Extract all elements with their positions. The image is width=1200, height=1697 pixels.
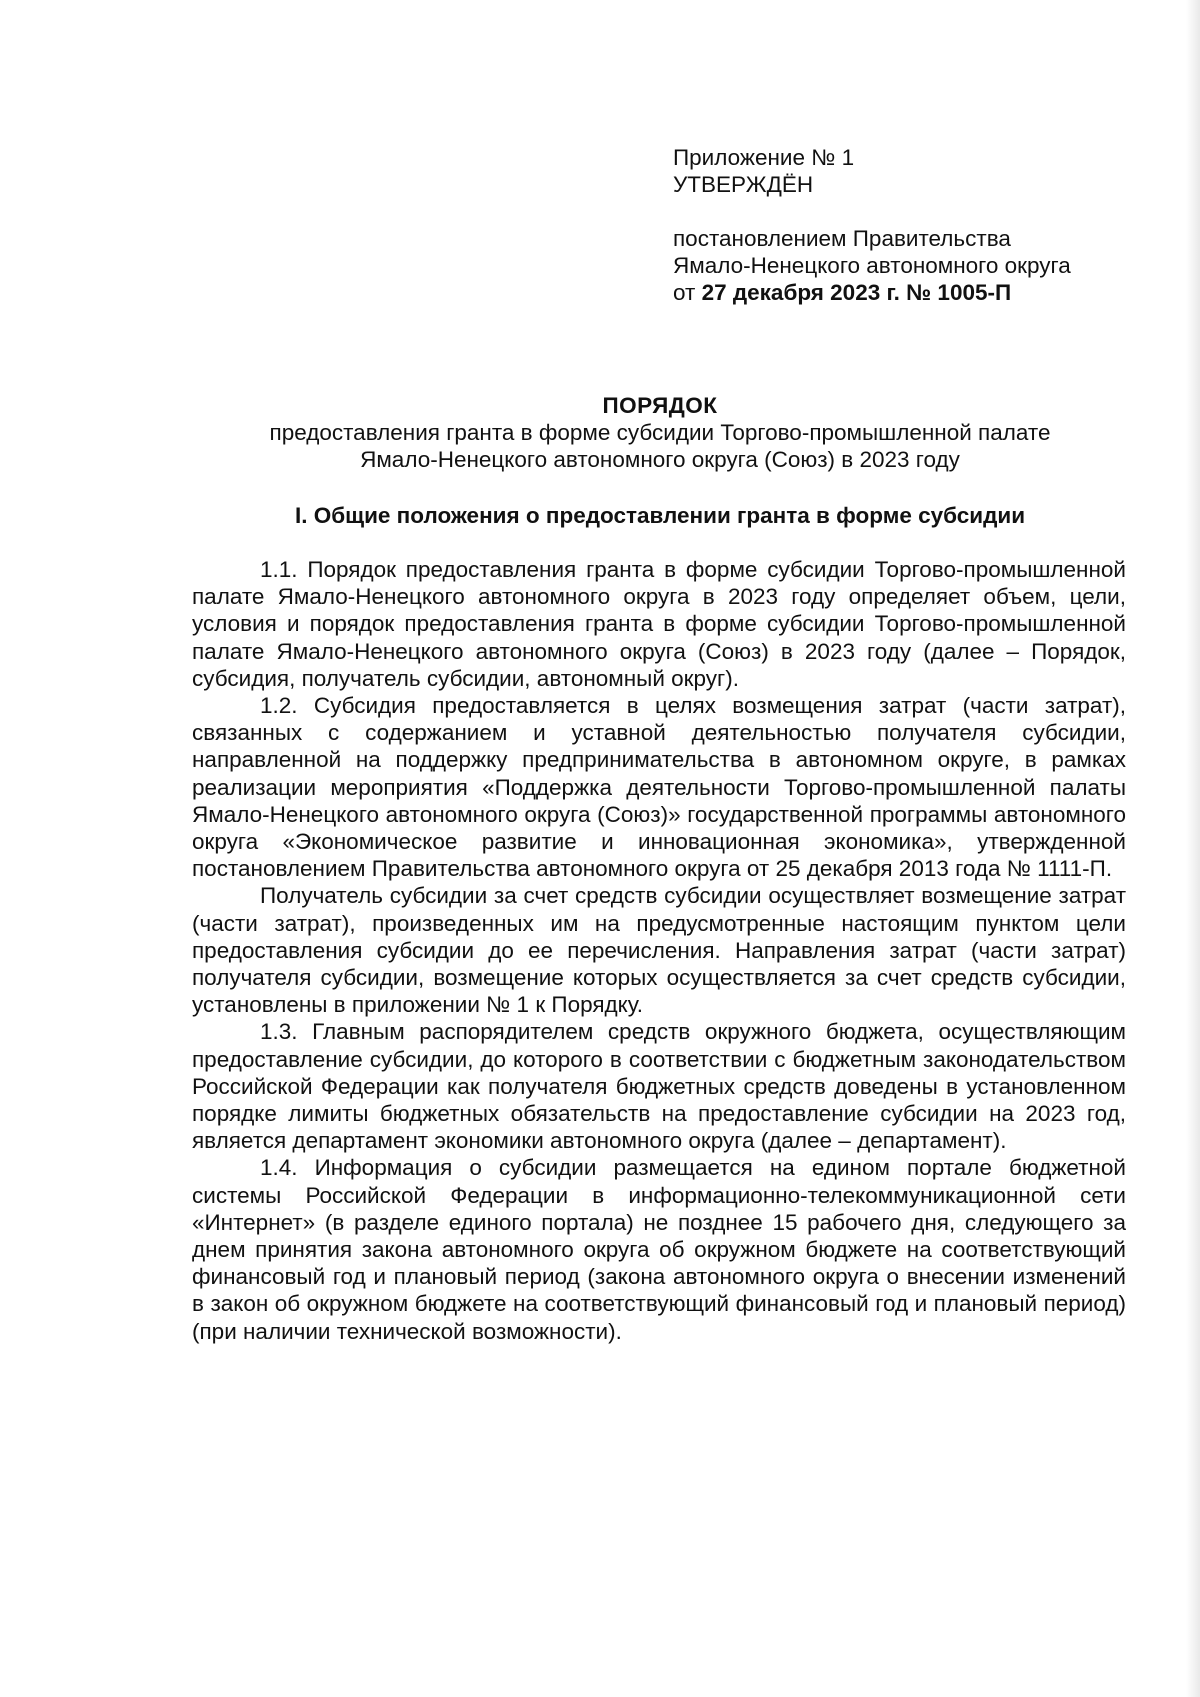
paragraph-1-2-continued: Получатель субсидии за счет средств субсидии осуществляет возмещение затрат (части затрат), произведенных им на предусмотренные настоящим пунктом цели предоставления субсидии до ее перечисления. Направления затрат (части затрат) получателя субсидии, возмещение которых осуществляется за счет средств субсидии, установлены в приложении № 1 к Порядку. xyxy=(192,883,1126,1018)
paragraph-1-4: 1.4. Информация о субсидии размещается на едином портале бюджетной системы Российской Федерации в информационно-телекоммуникационной сети «Интернет» (в разделе единого портала) не позднее 15 рабочего дня, следующего за днем принятия закона автономного округа об окружном бюджете на соответствующий финансовый год и плановый период (закона автономного округа о внесении изменений в закон об окружном бюджете на соответствующий финансовый год и плановый период) (при наличии технической возможности). xyxy=(192,1155,1126,1344)
appendix-label: Приложение № 1 xyxy=(673,145,855,170)
approval-date-line xyxy=(673,279,1133,306)
section-heading: I. Общие положения о предоставлении гранта в форме субсидии xyxy=(294,503,1026,528)
approved-by-line-2: Ямало-Ненецкого автономного округа xyxy=(673,253,1071,278)
document-subtitle-line-1: предоставления гранта в форме субсидии Торгово-промышленной палате xyxy=(269,420,1051,445)
date-prefix: от xyxy=(673,280,696,305)
approved-by-line-1: постановлением Правительства xyxy=(673,226,1011,251)
approval-block xyxy=(673,144,1133,306)
paragraph-1-2: 1.2. Субсидия предоставляется в целях возмещения затрат (части затрат), связанных с содержанием и уставной деятельностью получателя субсидии, направленной на поддержку предпринимательства в автономном округе, в рамках реализации мероприятия «Поддержка деятельности Торгово-промышленной палаты Ямало-Ненецкого автономного округа (Союз)» государственной программы автономного округа «Экономическое развитие и инновационная экономика», утвержденной постановлением Правительства автономного округа от 25 декабря 2013 года № 1111-П. xyxy=(192,693,1126,882)
approved-label: УТВЕРЖДЁН xyxy=(673,172,814,197)
document-title: ПОРЯДОК xyxy=(602,393,718,418)
paragraph-1-1: 1.1. Порядок предоставления гранта в форме субсидии Торгово-промышленной палате Ямало-Ненецкого автономного округа в 2023 году определяет объем, цели, условия и порядок предоставления гранта в форме субсидии Торгово-промышленной палате Ямало-Ненецкого автономного округа (Союз) в 2023 году (далее – Порядок, субсидия, получатель субсидии, автономный округ). xyxy=(192,557,1126,691)
document-subtitle-line-2: Ямало-Ненецкого автономного округа (Союз) в 2023 году xyxy=(360,447,960,472)
date-and-number: 27 декабря 2023 г. № 1005-П xyxy=(701,280,1012,305)
document-title-block xyxy=(190,392,1130,473)
page-edge-shadow xyxy=(1186,0,1200,1697)
document-body xyxy=(192,556,1126,1345)
approval-spacer xyxy=(673,198,1133,225)
paragraph-1-3: 1.3. Главным распорядителем средств окружного бюджета, осуществляющим предоставление субсидии, до которого в соответствии с бюджетным законодательством Российской Федерации как получателя бюджетных средств доведены в установленном порядке лимиты бюджетных обязательств на предоставление субсидии на 2023 год, является департамент экономики автономного округа (далее – департамент). xyxy=(192,1019,1126,1154)
